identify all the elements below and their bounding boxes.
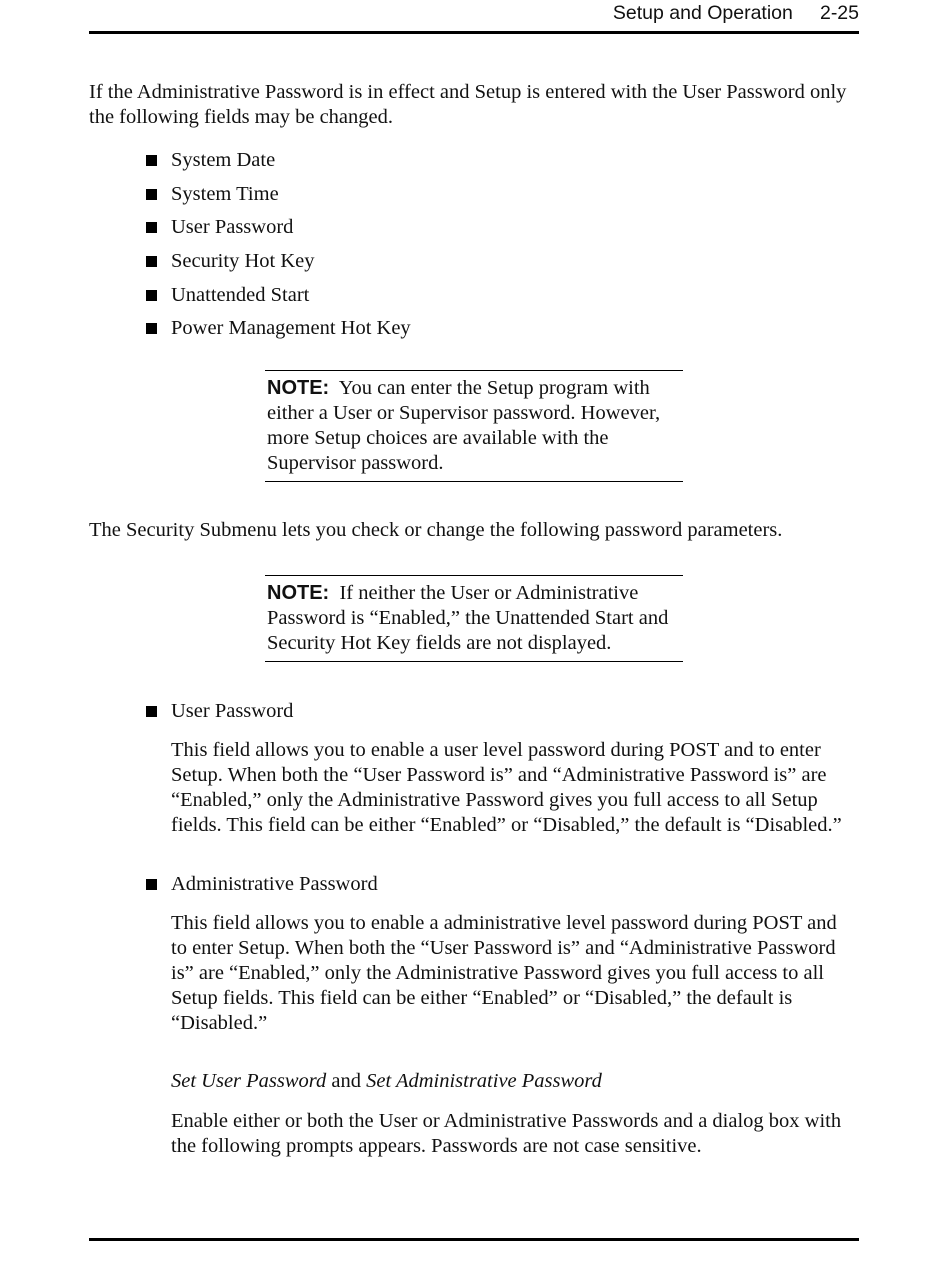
square-bullet-icon <box>146 222 157 233</box>
list-item-label: Power Management Hot Key <box>171 317 411 340</box>
list-item <box>146 245 746 279</box>
note-box-unattended <box>265 575 683 662</box>
list-item-label: Unattended Start <box>171 283 310 306</box>
note-label: NOTE: <box>267 582 330 604</box>
set-admin-password-title: Set Administrative Password <box>366 1070 602 1092</box>
admin-password-heading <box>146 871 378 897</box>
set-passwords-heading <box>171 1069 861 1094</box>
header-section-title: Setup and Operation <box>612 2 793 24</box>
intro-paragraph: If the Administrative Password is in effect and Setup is entered with the User Password only the following fields may be changed. <box>89 81 847 128</box>
list-item-label: System Time <box>171 182 279 205</box>
note-text: You can enter the Setup program with either a User or Supervisor password. However, more Setup choices are available with the Supervisor password. <box>267 377 661 474</box>
note-text: If neither the User or Administrative Password is “Enabled,” the Unattended Start and Security Hot Key fields are not displayed. <box>267 582 669 654</box>
list-item <box>146 312 746 346</box>
admin-password-description: This field allows you to enable a administrative level password during POST and to enter Setup. When both the “User Password is” and “Administrative Password is” are “Enabled,” only the Administrative Password gives you full access to all Setup fields. This field can be either “Enabled” or “Disabled,” the default is “Disabled.” <box>171 912 837 1034</box>
list-item-label: Security Hot Key <box>171 250 315 273</box>
editable-fields-list <box>146 144 746 346</box>
note-box-passwords <box>265 370 683 482</box>
list-item <box>146 144 746 178</box>
square-bullet-icon <box>146 290 157 301</box>
square-bullet-icon <box>146 706 157 717</box>
square-bullet-icon <box>146 323 157 334</box>
header-page-number: 2-25 <box>819 2 859 24</box>
square-bullet-icon <box>146 155 157 166</box>
list-item <box>146 211 746 245</box>
square-bullet-icon <box>146 879 157 890</box>
list-item-label: User Password <box>171 216 294 239</box>
list-item <box>146 178 746 212</box>
square-bullet-icon <box>146 189 157 200</box>
security-intro-paragraph: The Security Submenu lets you check or change the following password parameters. <box>89 519 783 541</box>
square-bullet-icon <box>146 256 157 267</box>
user-password-title: User Password <box>171 699 294 722</box>
list-item-label: System Date <box>171 149 276 172</box>
admin-password-title: Administrative Password <box>171 872 378 895</box>
footer-rule <box>89 1238 859 1241</box>
heading-conjunction: and <box>326 1070 367 1092</box>
page-header <box>89 2 859 28</box>
set-user-password-title: Set User Password <box>171 1070 327 1092</box>
header-rule <box>89 31 859 34</box>
user-password-heading <box>146 698 293 724</box>
note-label: NOTE: <box>267 377 330 399</box>
list-item <box>146 278 746 312</box>
user-password-description: This field allows you to enable a user level password during POST and to enter Setup. When both the “User Password is” and “Administrative Password is” are “Enabled,” only the Administrative Password gives you full access to all Setup fields. This field can be either “Enabled” or “Disabled,” the default is “Disabled.” <box>171 739 842 836</box>
header-text <box>613 2 859 25</box>
set-passwords-description: Enable either or both the User or Administrative Passwords and a dialog box with the following prompts appears. Passwords are not case sensitive. <box>171 1110 842 1157</box>
